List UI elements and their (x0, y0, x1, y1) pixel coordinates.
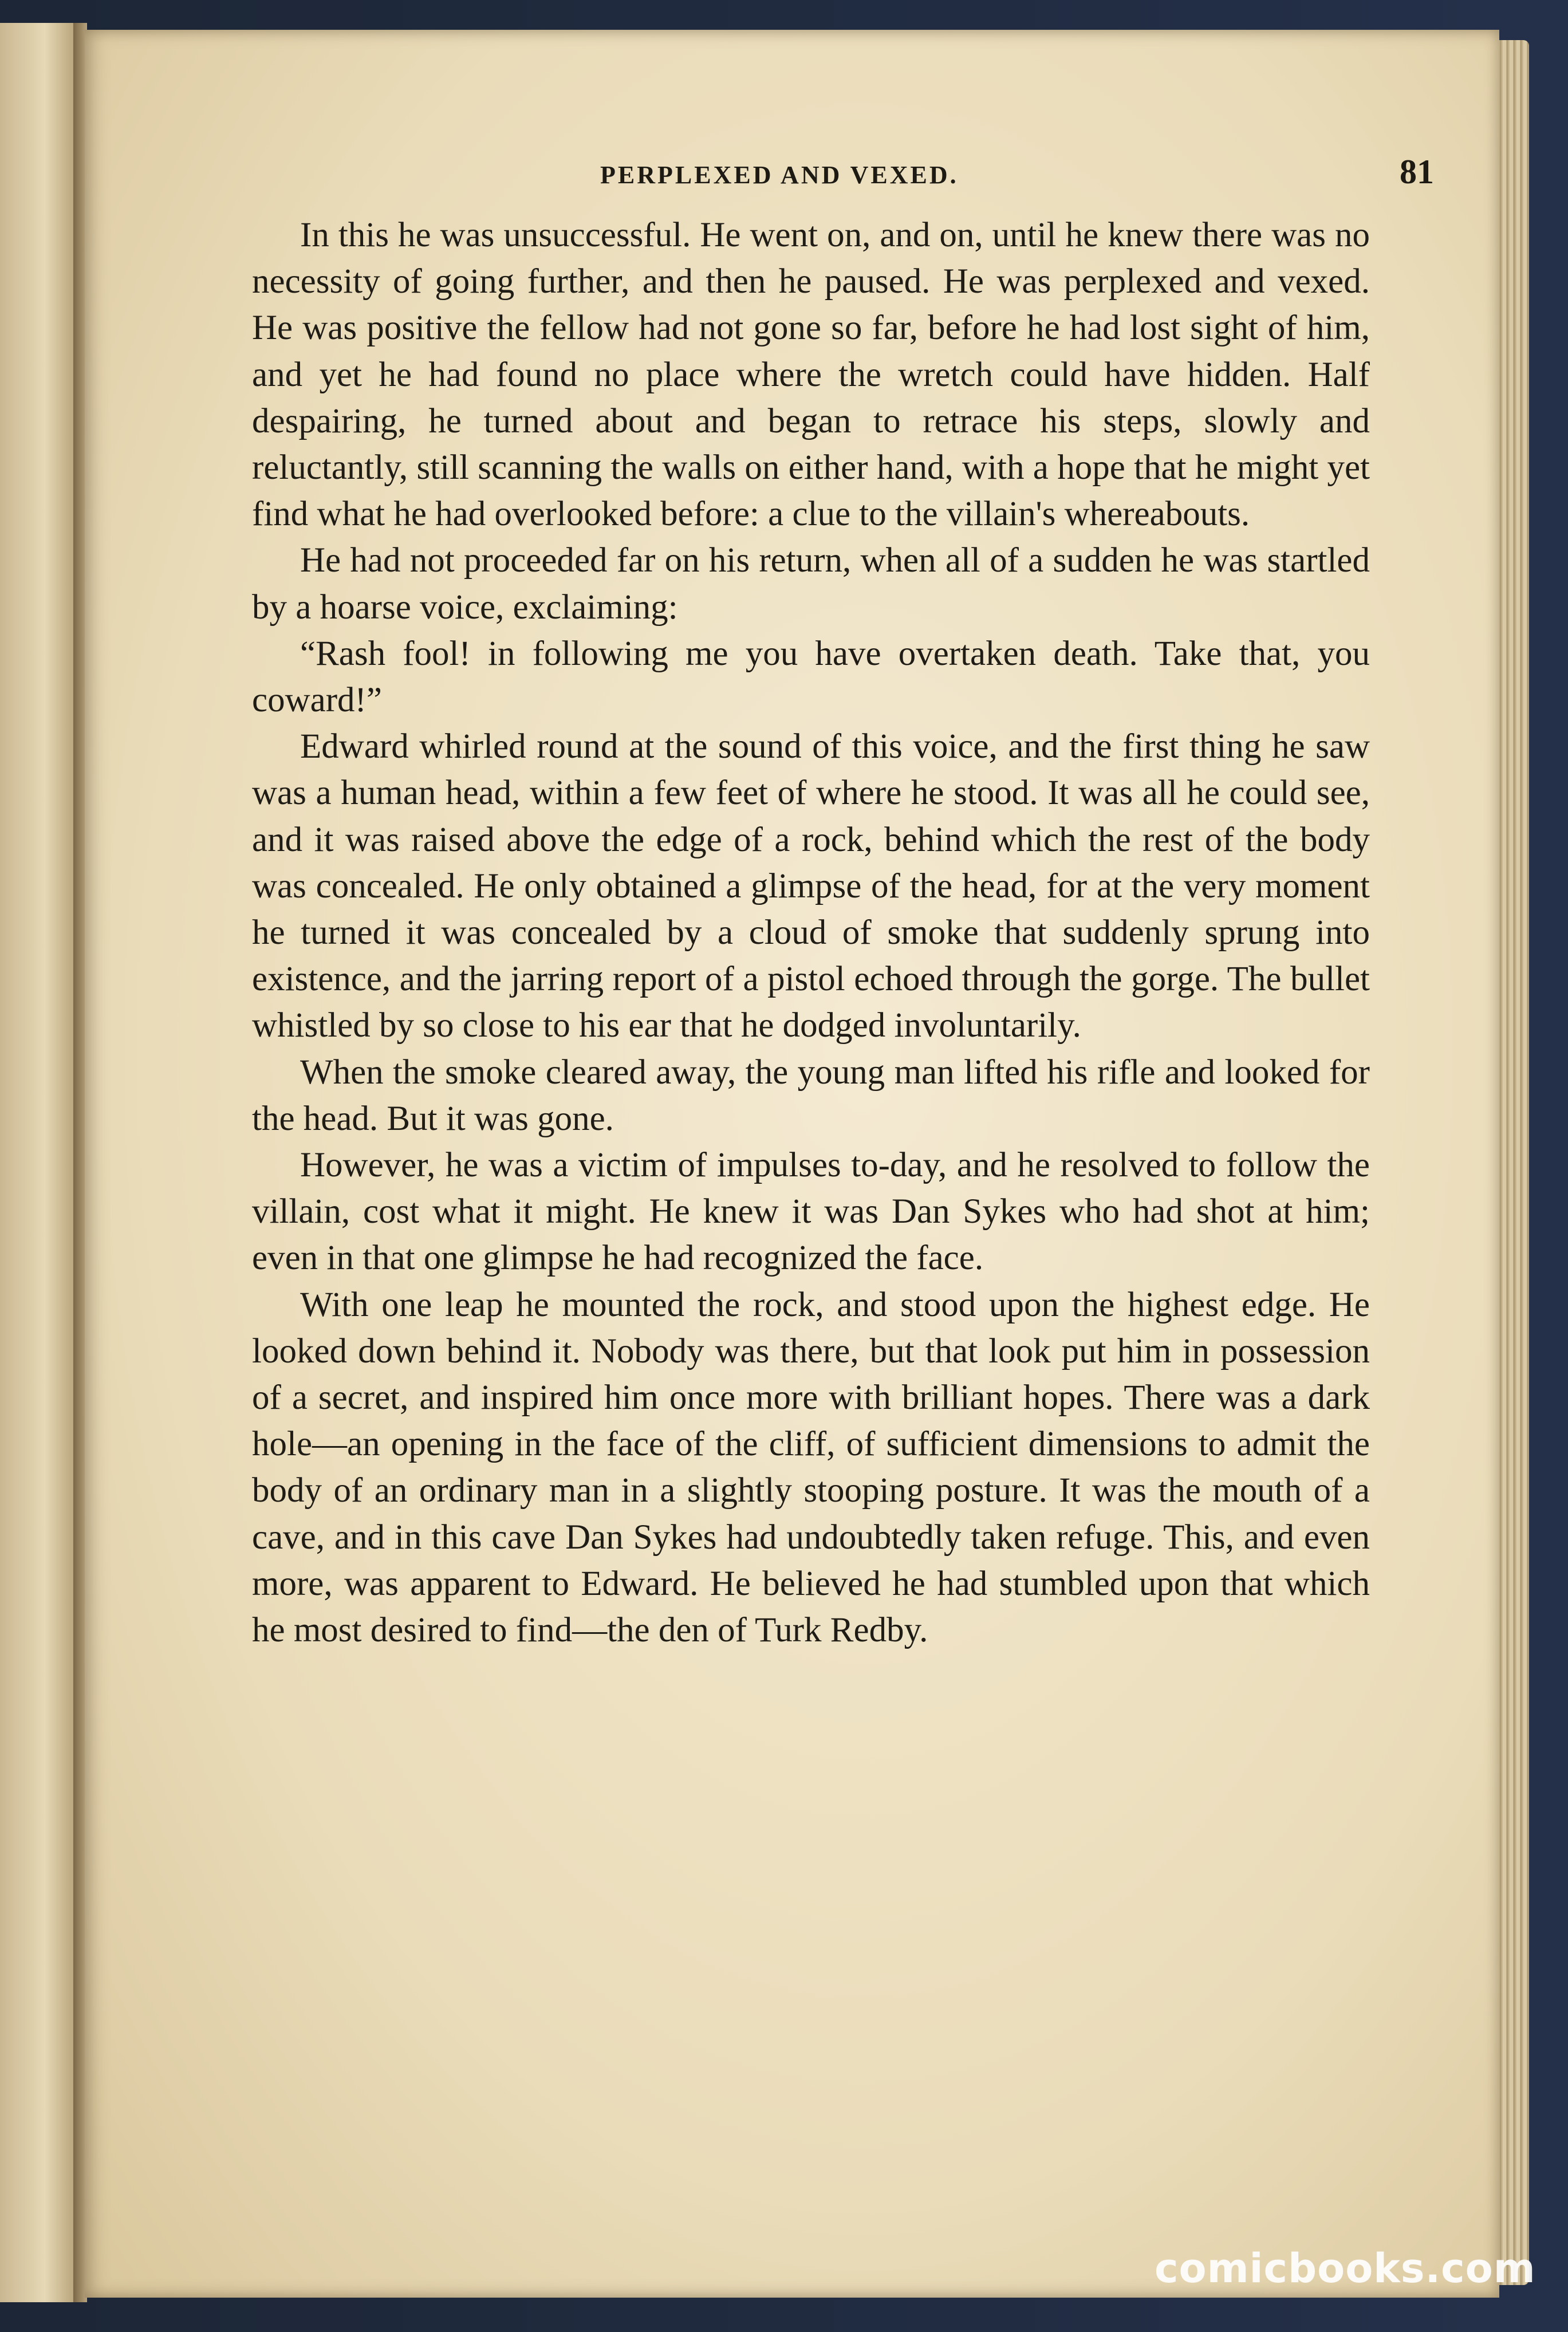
paragraph: However, he was a victim of impulses to-day, and he resolved to follow the villain, cost what it might. He knew it was Dan Sykes who had shot at him; even in that one glimpse he had recognized the face. (252, 1146, 1370, 1278)
paragraph: With one leap he mounted the rock, and stood upon the highest edge. He looked down behind it. Nobody was there, but that look put him in possession of a secret, and inspired him once more with brilliant hopes. There was a dark hole—an opening in the face of the cliff, of sufficient dimensions to admit the body of an ordinary man in a slightly stooping posture. It was the mouth of a cave, and in this cave Dan Sykes had undoubtedly taken refuge. This, and even more, was apparent to Edward. He believed he had stumbled upon that which he most desired to find—the den of Turk Redby. (252, 1285, 1370, 1650)
paragraph: Edward whirled round at the sound of this voice, and the first thing he saw was a human head, within a few feet of where he stood. It was all he could see, and it was raised above the edge of a rock, behind which the rest of the body was concealed. He only obtained a glimpse of the head, for at the very moment he turned it was concealed by a cloud of smoke that suddenly sprung into existence, and the jarring report of a pistol echoed through the gorge. The bullet whistled by so close to his ear that he dodged involuntarily. (252, 727, 1370, 1045)
running-head: PERPLEXED AND VEXED. (600, 161, 959, 189)
paragraph: “Rash fool! in following me you have overtaken death. Take that, you coward!” (252, 634, 1370, 720)
paragraph: He had not proceeded far on his return, when all of a sudden he was startled by a hoarse voice, exclaiming: (252, 541, 1370, 627)
page-body-text (252, 212, 1370, 1653)
paragraph: When the smoke cleared away, the young man lifted his rifle and looked for the head. But it was gone. (252, 1053, 1370, 1138)
left-page-edge (0, 23, 77, 2302)
paragraph: In this he was unsuccessful. He went on, and on, until he knew there was no necessity of going further, and then he paused. He was perplexed and vexed. He was positive the fellow had not gone so far, before he had lost sight of him, and yet he had found no place where the wretch could have hidden. Half despairing, he turned about and began to retrace his steps, slowly and reluctantly, still scanning the walls on either hand, with a hope that he might yet find what he had overlooked before: a clue to the villain's whereabouts. (252, 216, 1370, 534)
site-watermark: comicbooks.com (1155, 2245, 1536, 2292)
page-number: 81 (1400, 153, 1434, 191)
